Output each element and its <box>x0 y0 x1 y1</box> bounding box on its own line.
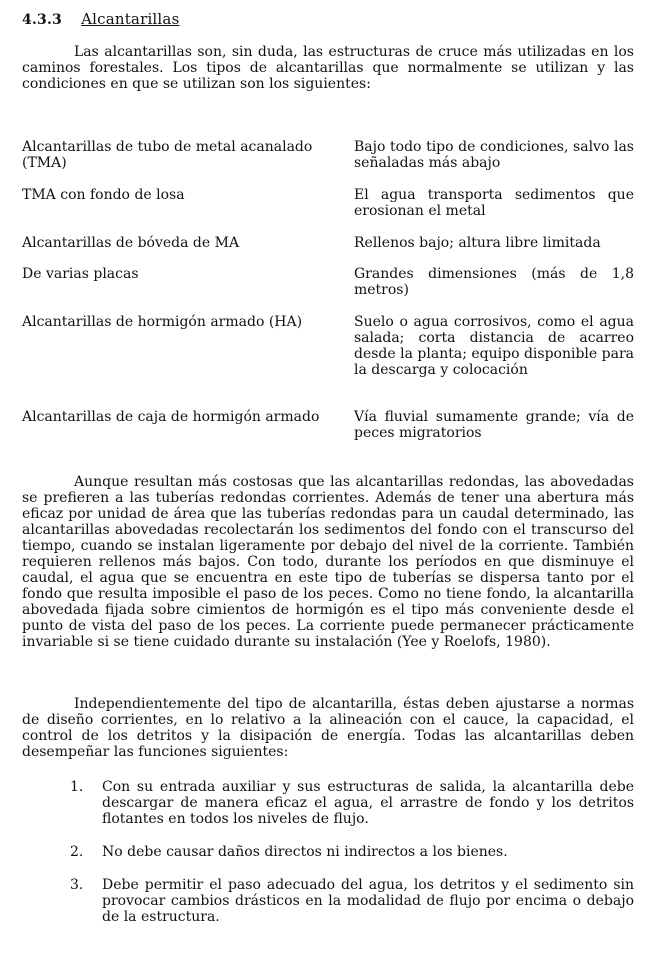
culvert-type: Alcantarillas de bóveda de MA <box>22 235 240 251</box>
body-paragraph-2: Independientemente del tipo de alcantarilla, éstas deben ajustarse a normas de diseño corrientes, en lo relativo a la alineación con el cauce, la capacidad, el control de los detritos y la disipación de energía. Todas las alcantarillas deben desempeñar las funciones siguientes: <box>22 696 634 760</box>
intro-paragraph: Las alcantarillas son, sin duda, las estructuras de cruce más utilizadas en los caminos forestales. Los tipos de alcantarillas que normalmente se utilizan y las condiciones en que se utilizan son los siguientes: <box>22 44 634 92</box>
list-item-text: No debe causar daños directos ni indirectos a los bienes. <box>102 844 508 860</box>
section-number: 4.3.3 <box>22 12 62 28</box>
list-item-number: 2. <box>70 844 84 860</box>
culvert-condition: El agua transporta sedimentos que erosionan el metal <box>354 187 634 219</box>
list-item-text: Con su entrada auxiliar y sus estructuras de salida, la alcantarilla debe descargar de manera eficaz el agua, el arrastre de fondo y los detritos flotantes en todos los niveles de flujo. <box>102 779 634 827</box>
culvert-condition: Rellenos bajo; altura libre limitada <box>354 235 601 251</box>
culvert-type: TMA con fondo de losa <box>22 187 185 203</box>
culvert-condition: Vía fluvial sumamente grande; vía de peces migratorios <box>354 409 634 441</box>
section-title: Alcantarillas <box>81 10 180 28</box>
culvert-condition: Bajo todo tipo de condiciones, salvo las señaladas más abajo <box>354 139 634 171</box>
list-item-text: Debe permitir el paso adecuado del agua, los detritos y el sedimento sin provocar cambios drásticos en la modalidad de flujo por encima o debajo de la estructura. <box>102 877 634 925</box>
body-paragraph-1: Aunque resultan más costosas que las alcantarillas redondas, las abovedadas se prefieren a las tuberías redondas corrientes. Además de tener una abertura más eficaz por unidad de área que las tuberías redondas para un caudal determinado, las alcantarillas abovedadas recolectarán los sedimentos del fondo con el transcurso del tiempo, cuando se instalan ligeramente por debajo del nivel de la corriente. También requieren rellenos más bajos. Con todo, durante los períodos en que disminuye el caudal, el agua que se encuentra en este tipo de tuberías se dispersa tanto por el fondo que resulta imposible el paso de los peces. Como no tiene fondo, la alcantarilla abovedada fijada sobre cimientos de hormigón es el tipo más conveniente desde el punto de vista del paso de los peces. La corriente puede permanecer prácticamente invariable si se tiene cuidado durante su instalación (Yee y Roelofs, 1980). <box>22 474 634 650</box>
culvert-type: Alcantarillas de caja de hormigón armado <box>22 409 320 425</box>
culvert-type: Alcantarillas de tubo de metal acanalado (TMA) <box>22 139 313 171</box>
list-item-number: 1. <box>70 779 84 795</box>
culvert-condition: Grandes dimensiones (más de 1,8 metros) <box>354 266 634 298</box>
culvert-type: Alcantarillas de hormigón armado (HA) <box>22 314 303 330</box>
list-item-number: 3. <box>70 877 84 893</box>
culvert-condition: Suelo o agua corrosivos, como el agua salada; corta distancia de acarreo desde la planta; equipo disponible para la descarga y colocación <box>354 314 634 378</box>
culvert-type: De varias placas <box>22 266 139 282</box>
section-heading <box>22 10 179 28</box>
